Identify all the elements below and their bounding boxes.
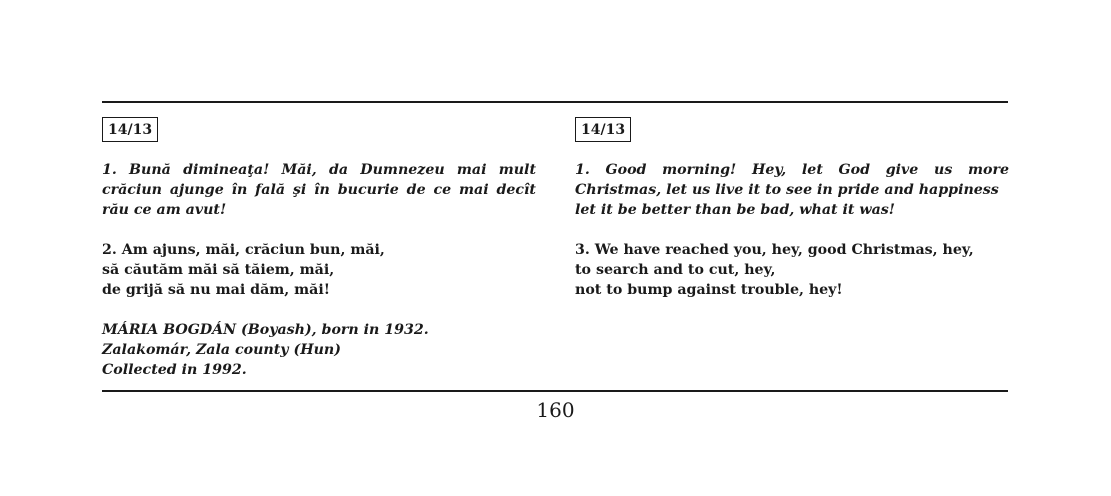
bottom-rule <box>102 390 1008 392</box>
performer-name: MÁRIA BOGDÁN (Boyash), born in 1932. <box>102 322 429 338</box>
stanza-1-romanian <box>102 160 536 220</box>
song-number-box: 14/13 <box>102 117 158 142</box>
stanza-1-english <box>575 160 1009 220</box>
stanza-line: de grijă să nu mai dăm, măi! <box>102 282 330 298</box>
song-number-box: 14/13 <box>575 117 631 142</box>
page-number: 160 <box>536 398 575 422</box>
english-column <box>575 117 1009 320</box>
stanza-2-english <box>575 240 1009 300</box>
top-rule <box>102 101 1008 103</box>
stanza-line: Christmas, let us live it to see in pride and happiness <box>575 182 999 198</box>
stanza-line: let it be better than be bad, what it was! <box>575 202 896 218</box>
collection-year: Collected in 1992. <box>102 362 247 378</box>
stanza-line: 1. Bună dimineaţa! Măi, da Dumnezeu mai mult crăciun ajunge în fală şi în bucurie de ce mai decît rău ce am avut! <box>102 162 536 218</box>
stanza-line: not to bump against trouble, hey! <box>575 282 843 298</box>
stanza-line: să căutăm măi să tăiem, măi, <box>102 262 335 278</box>
performer-credit <box>102 320 536 380</box>
stanza-line: 3. We have reached you, hey, good Christmas, hey, <box>575 242 974 258</box>
stanza-line: to search and to cut, hey, <box>575 262 776 278</box>
stanza-line: 2. Am ajuns, măi, crăciun bun, măi, <box>102 242 385 258</box>
performer-location: Zalakomár, Zala county (Hun) <box>102 342 341 358</box>
romanian-column <box>102 117 536 380</box>
stanza-2-romanian <box>102 240 536 300</box>
stanza-line: 1. Good morning! Hey, let God give us more <box>575 162 1009 178</box>
